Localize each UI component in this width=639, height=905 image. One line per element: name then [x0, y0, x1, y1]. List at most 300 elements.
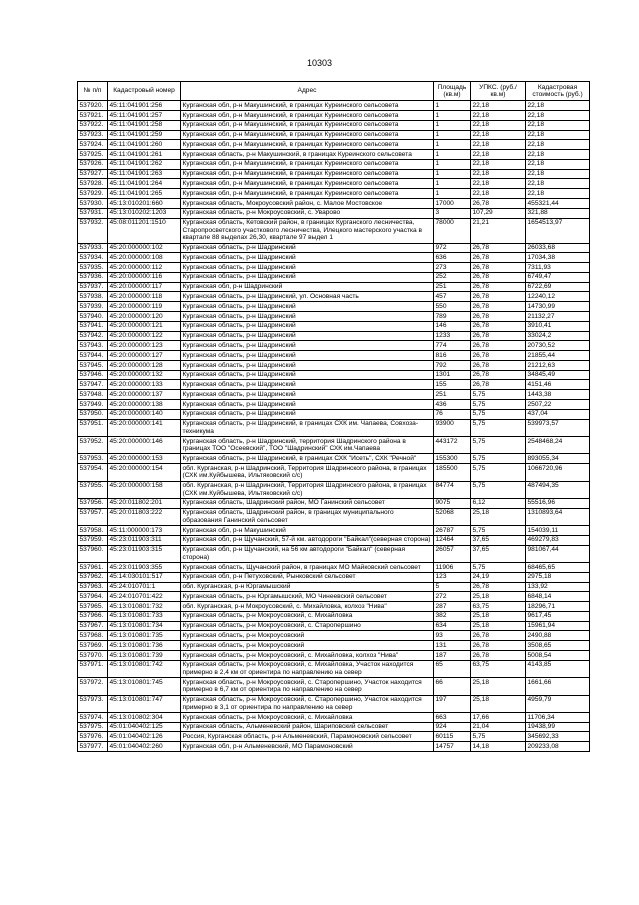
table-row [78, 742, 590, 752]
row-number-cell: 537950. [78, 409, 108, 419]
upks-cell: 26,78 [471, 292, 526, 302]
address-cell: Курганская обл, р-н Макушинский, в границах Куреинского сельсовета [181, 140, 434, 150]
table-row [78, 611, 590, 621]
address-cell: Курганская область, р-н Шадринский [181, 272, 434, 282]
table-row [78, 436, 590, 453]
address-cell: Курганская область, р-н Шадринский [181, 380, 434, 390]
cadastral-number-cell: 45:13:010801:739 [108, 651, 181, 661]
cadastral-number-cell: 45:01:040402:260 [108, 742, 181, 752]
upks-cell: 26,78 [471, 321, 526, 331]
address-cell: Курганская область, р-н Шадринский [181, 312, 434, 322]
area-cell: 1 [434, 101, 471, 111]
upks-cell: 26,78 [471, 199, 526, 209]
upks-cell: 26,78 [471, 302, 526, 312]
table-row [78, 526, 590, 536]
table-row [78, 631, 590, 641]
column-header-cadastral-number: Кадастровый номер [108, 82, 181, 101]
cadastral-number-cell: 45:01:040402:126 [108, 732, 181, 742]
cadastral-value-cell: 21132,27 [526, 312, 590, 322]
cadastral-number-cell: 45:20:000000:146 [108, 436, 181, 453]
cadastral-number-cell: 45:20:000000:140 [108, 409, 181, 419]
table-row [78, 498, 590, 508]
table-header-row [78, 82, 590, 101]
column-header-upks: УПКС. (руб./кв.м) [471, 82, 526, 101]
upks-cell: 5,75 [471, 526, 526, 536]
table-row [78, 351, 590, 361]
upks-cell: 26,78 [471, 380, 526, 390]
cadastral-number-cell: 45:23:011903:355 [108, 562, 181, 572]
cadastral-value-cell: 539973,57 [526, 419, 590, 436]
area-cell: 1 [434, 179, 471, 189]
row-number-cell: 537970. [78, 651, 108, 661]
table-row [78, 101, 590, 111]
table-row [78, 651, 590, 661]
area-cell: 76 [434, 409, 471, 419]
upks-cell: 107,29 [471, 208, 526, 218]
cadastral-value-cell: 321,88 [526, 208, 590, 218]
table-row [78, 641, 590, 651]
area-cell: 382 [434, 611, 471, 621]
cadastral-value-cell: 68465,65 [526, 562, 590, 572]
row-number-cell: 537946. [78, 370, 108, 380]
area-cell: 65 [434, 660, 471, 677]
address-cell: Курганская область, р-н Мокроусовский, с. Старопершино, Участок находится примерно в 3,1 от ориентира по направлению на север [181, 695, 434, 712]
table-row [78, 722, 590, 732]
cadastral-table [77, 81, 590, 752]
cadastral-value-cell: 345692,33 [526, 732, 590, 742]
address-cell: Курганская обл, р-н Макушинский, в границах Куреинского сельсовета [181, 179, 434, 189]
row-number-cell: 537942. [78, 331, 108, 341]
table-row [78, 341, 590, 351]
cadastral-number-cell: 45:11:041901:263 [108, 169, 181, 179]
table-row [78, 481, 590, 498]
area-cell: 457 [434, 292, 471, 302]
cadastral-value-cell: 22,18 [526, 159, 590, 169]
cadastral-number-cell: 45:20:000000:117 [108, 282, 181, 292]
row-number-cell: 537953. [78, 454, 108, 464]
upks-cell: 22,18 [471, 179, 526, 189]
row-number-cell: 537959. [78, 535, 108, 545]
address-cell: Курганская область, р-н Шадринский, в границах СХК им. Чапаева, Совхоза-техникума [181, 419, 434, 436]
upks-cell: 21,21 [471, 218, 526, 243]
table-row [78, 140, 590, 150]
cadastral-number-cell: 45:13:010801:736 [108, 641, 181, 651]
address-cell: Курганская область, р-н Шадринский [181, 400, 434, 410]
address-cell: Курганская обл, р-н Макушинский, в границах Куреинского сельсовета [181, 101, 434, 111]
address-cell: Курганская обл, р-н Макушинский, в границах Куреинского сельсовета [181, 130, 434, 140]
address-cell: Курганская обл, р-н Макушинский, в границах Куреинского сельсовета [181, 110, 434, 120]
table-row [78, 390, 590, 400]
area-cell: 93 [434, 631, 471, 641]
area-cell: 1233 [434, 331, 471, 341]
area-cell: 12464 [434, 535, 471, 545]
cadastral-number-cell: 45:20:000000:154 [108, 464, 181, 481]
address-cell: Курганская область, Кетовский район, в границах Курганского лесничества, Старопросветского участкового лесничества, Илецкого мастерского участка в квартале 88 выделах 26,30, квартале 97 выдел 1 [181, 218, 434, 243]
cadastral-number-cell: 45:13:010801:747 [108, 695, 181, 712]
address-cell: Курганская область, р-н Мокроусовский, с. Михайловка [181, 611, 434, 621]
cadastral-value-cell: 2975,18 [526, 572, 590, 582]
cadastral-value-cell: 11706,34 [526, 712, 590, 722]
cadastral-value-cell: 1310893,64 [526, 508, 590, 525]
cadastral-value-cell: 3508,65 [526, 641, 590, 651]
table-row [78, 535, 590, 545]
area-cell: 1 [434, 150, 471, 160]
cadastral-number-cell: 45:11:041901:257 [108, 110, 181, 120]
address-cell: Курганская область, р-н Шадринский [181, 360, 434, 370]
address-cell: Курганская область, р-н Шадринский [181, 351, 434, 361]
area-cell: 816 [434, 351, 471, 361]
cadastral-number-cell: 45:20:011802:201 [108, 498, 181, 508]
table-row [78, 120, 590, 130]
upks-cell: 26,78 [471, 331, 526, 341]
address-cell: Курганская область, р-н Мокроусовский, с. Михайловка, колхоз "Нива" [181, 651, 434, 661]
table-row [78, 712, 590, 722]
area-cell: 272 [434, 592, 471, 602]
cadastral-number-cell: 45:20:011803:222 [108, 508, 181, 525]
row-number-cell: 537934. [78, 253, 108, 263]
row-number-cell: 537940. [78, 312, 108, 322]
area-cell: 789 [434, 312, 471, 322]
table-row [78, 243, 590, 253]
cadastral-number-cell: 45:13:010801:733 [108, 611, 181, 621]
cadastral-number-cell: 45:20:000000:116 [108, 272, 181, 282]
row-number-cell: 537964. [78, 592, 108, 602]
address-cell: Курганская обл, р-н Шадринский [181, 282, 434, 292]
row-number-cell: 537927. [78, 169, 108, 179]
upks-cell: 26,78 [471, 370, 526, 380]
cadastral-number-cell: 45:13:010201:660 [108, 199, 181, 209]
cadastral-value-cell: 22,18 [526, 150, 590, 160]
row-number-cell: 537931. [78, 208, 108, 218]
cadastral-number-cell: 45:23:011903:315 [108, 545, 181, 562]
upks-cell: 25,18 [471, 611, 526, 621]
cadastral-number-cell: 45:20:000000:102 [108, 243, 181, 253]
area-cell: 26787 [434, 526, 471, 536]
address-cell: обл. Курганская, р-н Шадринский, Территория Шадринского района, в границах (СХК им.Куйбышева, Ильтяковский с/с) [181, 464, 434, 481]
cadastral-value-cell: 469279,83 [526, 535, 590, 545]
address-cell: Курганская обл, р-н Макушинский, в границах Куреинского сельсовета [181, 189, 434, 199]
cadastral-number-cell: 45:13:010801:735 [108, 631, 181, 641]
row-number-cell: 537974. [78, 712, 108, 722]
upks-cell: 26,78 [471, 360, 526, 370]
area-cell: 774 [434, 341, 471, 351]
row-number-cell: 537976. [78, 732, 108, 742]
address-cell: Курганская область, р-н Шадринский [181, 263, 434, 273]
row-number-cell: 537937. [78, 282, 108, 292]
area-cell: 1 [434, 110, 471, 120]
table-row [78, 292, 590, 302]
cadastral-value-cell: 17034,38 [526, 253, 590, 263]
row-number-cell: 537949. [78, 400, 108, 410]
area-cell: 663 [434, 712, 471, 722]
table-row [78, 130, 590, 140]
upks-cell: 26,78 [471, 351, 526, 361]
cadastral-value-cell: 22,18 [526, 189, 590, 199]
cadastral-number-cell: 45:13:010801:745 [108, 678, 181, 695]
row-number-cell: 537965. [78, 602, 108, 612]
row-number-cell: 537973. [78, 695, 108, 712]
address-cell: Курганская область, Мокроусовский район, с. Малое Мостовское [181, 199, 434, 209]
area-cell: 792 [434, 360, 471, 370]
table-row [78, 110, 590, 120]
upks-cell: 26,78 [471, 631, 526, 641]
table-row [78, 282, 590, 292]
upks-cell: 26,78 [471, 312, 526, 322]
cadastral-number-cell: 45:13:010202:1203 [108, 208, 181, 218]
address-cell: Курганская область, р-н Юргамышский, МО Чинеевский сельсовет [181, 592, 434, 602]
cadastral-number-cell: 45:20:000000:127 [108, 351, 181, 361]
upks-cell: 22,18 [471, 159, 526, 169]
cadastral-value-cell: 209233,08 [526, 742, 590, 752]
row-number-cell: 537923. [78, 130, 108, 140]
cadastral-value-cell: 15961,94 [526, 621, 590, 631]
area-cell: 636 [434, 253, 471, 263]
area-cell: 972 [434, 243, 471, 253]
row-number-cell: 537968. [78, 631, 108, 641]
area-cell: 66 [434, 678, 471, 695]
upks-cell: 26,78 [471, 272, 526, 282]
row-number-cell: 537977. [78, 742, 108, 752]
area-cell: 1301 [434, 370, 471, 380]
row-number-cell: 537925. [78, 150, 108, 160]
cadastral-number-cell: 45:20:000000:137 [108, 390, 181, 400]
area-cell: 5 [434, 582, 471, 592]
row-number-cell: 537961. [78, 562, 108, 572]
address-cell: Курганская область, р-н Шадринский [181, 409, 434, 419]
page-number: 10303 [306, 58, 333, 68]
address-cell: Курганская область, р-н Шадринский [181, 253, 434, 263]
table-row [78, 150, 590, 160]
area-cell: 11906 [434, 562, 471, 572]
cadastral-number-cell: 45:11:041901:261 [108, 150, 181, 160]
cadastral-number-cell: 45:20:000000:132 [108, 370, 181, 380]
address-cell: Курганская обл, р-н Альменевский, МО Парамоновский [181, 742, 434, 752]
cadastral-value-cell: 1443,38 [526, 390, 590, 400]
cadastral-value-cell: 22,18 [526, 101, 590, 111]
cadastral-value-cell: 18296,71 [526, 602, 590, 612]
row-number-cell: 537941. [78, 321, 108, 331]
upks-cell: 37,65 [471, 535, 526, 545]
column-header-cadastral-value: Кадастровая стоимость (руб.) [526, 82, 590, 101]
address-cell: Курганская область, р-н Мокроусовский, с. Михайловка, Участок находится примерно в 2,4 км от ориентира по направлению на север [181, 660, 434, 677]
row-number-cell: 537956. [78, 498, 108, 508]
table-row [78, 272, 590, 282]
table-row [78, 360, 590, 370]
cadastral-number-cell: 45:20:000000:121 [108, 321, 181, 331]
upks-cell: 5,75 [471, 562, 526, 572]
cadastral-number-cell: 45:24:010701:1 [108, 582, 181, 592]
upks-cell: 24,19 [471, 572, 526, 582]
row-number-cell: 537936. [78, 272, 108, 282]
area-cell: 197 [434, 695, 471, 712]
cadastral-value-cell: 33024,2 [526, 331, 590, 341]
address-cell: Россия, Курганская область, р-н Альменевский, Парамоновский сельсовет [181, 732, 434, 742]
address-cell: Курганская область, р-н Мокроусовский [181, 631, 434, 641]
row-number-cell: 537935. [78, 263, 108, 273]
column-header-address: Адрес [181, 82, 434, 101]
address-cell: Курганская область, р-н Шадринский [181, 370, 434, 380]
upks-cell: 5,75 [471, 454, 526, 464]
row-number-cell: 537932. [78, 218, 108, 243]
upks-cell: 5,75 [471, 436, 526, 453]
row-number-cell: 537920. [78, 101, 108, 111]
address-cell: Курганская область, р-н Шадринский, в границах СХК "Исеть", СХК "Речной" [181, 454, 434, 464]
upks-cell: 5,75 [471, 464, 526, 481]
upks-cell: 5,75 [471, 732, 526, 742]
cadastral-number-cell: 45:13:010801:742 [108, 660, 181, 677]
upks-cell: 25,18 [471, 508, 526, 525]
cadastral-number-cell: 45:11:041901:258 [108, 120, 181, 130]
cadastral-value-cell: 1661,66 [526, 678, 590, 695]
address-cell: Курганская область, р-н Мокроусовский, с. Старопершино [181, 621, 434, 631]
area-cell: 123 [434, 572, 471, 582]
area-cell: 60115 [434, 732, 471, 742]
upks-cell: 26,78 [471, 651, 526, 661]
cadastral-value-cell: 22,18 [526, 179, 590, 189]
table-row [78, 582, 590, 592]
address-cell: Курганская область, р-н Шадринский, ул. Основная часть [181, 292, 434, 302]
row-number-cell: 537938. [78, 292, 108, 302]
cadastral-value-cell: 26033,68 [526, 243, 590, 253]
table-row [78, 454, 590, 464]
cadastral-number-cell: 45:11:041901:259 [108, 130, 181, 140]
column-header-area: Площадь (кв.м) [434, 82, 471, 101]
cadastral-value-cell: 981067,44 [526, 545, 590, 562]
row-number-cell: 537939. [78, 302, 108, 312]
address-cell: Курганская область, Шадринский район, в границах муниципального образования Ганинский сельсовет [181, 508, 434, 525]
address-cell: Курганская область, р-н Макушинский, в границах Куреинского сельсовета [181, 150, 434, 160]
row-number-cell: 537945. [78, 360, 108, 370]
upks-cell: 26,78 [471, 641, 526, 651]
table-row [78, 545, 590, 562]
row-number-cell: 537951. [78, 419, 108, 436]
table-row [78, 218, 590, 243]
address-cell: Курганская обл, р-н Макушинский, в границах Куреинского сельсовета [181, 159, 434, 169]
cadastral-value-cell: 437,04 [526, 409, 590, 419]
cadastral-number-cell: 45:23:011903:311 [108, 535, 181, 545]
area-cell: 1 [434, 140, 471, 150]
area-cell: 185500 [434, 464, 471, 481]
address-cell: обл. Курганская, р-н Мокроусовский, с. Михайловка, колхоз "Нива" [181, 602, 434, 612]
row-number-cell: 537952. [78, 436, 108, 453]
upks-cell: 14,18 [471, 742, 526, 752]
cadastral-value-cell: 2490,88 [526, 631, 590, 641]
address-cell: Курганская область, Шадринский район, МО Ганинский сельсовет [181, 498, 434, 508]
table-row [78, 592, 590, 602]
upks-cell: 5,75 [471, 419, 526, 436]
area-cell: 436 [434, 400, 471, 410]
upks-cell: 25,18 [471, 678, 526, 695]
table-body [78, 101, 590, 752]
cadastral-number-cell: 45:11:000000:173 [108, 526, 181, 536]
cadastral-number-cell: 45:13:010801:732 [108, 602, 181, 612]
table-row [78, 419, 590, 436]
cadastral-value-cell: 6848,14 [526, 592, 590, 602]
cadastral-value-cell: 3910,41 [526, 321, 590, 331]
area-cell: 550 [434, 302, 471, 312]
cadastral-value-cell: 893055,34 [526, 454, 590, 464]
cadastral-number-cell: 45:01:040402:125 [108, 722, 181, 732]
table-row [78, 572, 590, 582]
cadastral-number-cell: 45:20:000000:153 [108, 454, 181, 464]
cadastral-number-cell: 45:08:011201:1510 [108, 218, 181, 243]
upks-cell: 5,75 [471, 400, 526, 410]
address-cell: Курганская область, р-н Шадринский [181, 390, 434, 400]
upks-cell: 22,18 [471, 189, 526, 199]
table-row [78, 302, 590, 312]
row-number-cell: 537922. [78, 120, 108, 130]
row-number-cell: 537921. [78, 110, 108, 120]
table-row [78, 678, 590, 695]
area-cell: 273 [434, 263, 471, 273]
address-cell: Курганская область, Щучанский район, в границах МО Майковский сельсовет [181, 562, 434, 572]
table-row [78, 199, 590, 209]
area-cell: 634 [434, 621, 471, 631]
row-number-cell: 537930. [78, 199, 108, 209]
row-number-cell: 537969. [78, 641, 108, 651]
upks-cell: 25,18 [471, 621, 526, 631]
address-cell: Курганская область, р-н Мокроусовский, с. Уварово [181, 208, 434, 218]
row-number-cell: 537947. [78, 380, 108, 390]
table-row [78, 602, 590, 612]
cadastral-value-cell: 5008,54 [526, 651, 590, 661]
table-row [78, 263, 590, 273]
table-row [78, 189, 590, 199]
cadastral-number-cell: 45:20:000000:108 [108, 253, 181, 263]
area-cell: 252 [434, 272, 471, 282]
cadastral-number-cell: 45:14:030101:517 [108, 572, 181, 582]
upks-cell: 63,75 [471, 602, 526, 612]
row-number-cell: 537971. [78, 660, 108, 677]
table-row [78, 253, 590, 263]
upks-cell: 26,78 [471, 253, 526, 263]
cadastral-number-cell: 45:13:010802:304 [108, 712, 181, 722]
cadastral-number-cell: 45:20:000000:120 [108, 312, 181, 322]
table-row [78, 179, 590, 189]
upks-cell: 26,78 [471, 282, 526, 292]
cadastral-number-cell: 45:11:041901:256 [108, 101, 181, 111]
area-cell: 9075 [434, 498, 471, 508]
address-cell: Курганская область, р-н Мокроусовский, с. Михайловка [181, 712, 434, 722]
area-cell: 1 [434, 189, 471, 199]
address-cell: обл. Курганская, р-н Юргамышский [181, 582, 434, 592]
upks-cell: 17,66 [471, 712, 526, 722]
address-cell: обл. Курганская, р-н Шадринский, Территория Шадринского района, в границах (СХК им.Куйбышева, Ильтяковский с/с) [181, 481, 434, 498]
table-row [78, 331, 590, 341]
table-row [78, 400, 590, 410]
upks-cell: 22,18 [471, 101, 526, 111]
row-number-cell: 537926. [78, 159, 108, 169]
cadastral-number-cell: 45:24:010701:422 [108, 592, 181, 602]
cadastral-value-cell: 21855,44 [526, 351, 590, 361]
cadastral-value-cell: 22,18 [526, 110, 590, 120]
cadastral-value-cell: 20730,52 [526, 341, 590, 351]
row-number-cell: 537944. [78, 351, 108, 361]
upks-cell: 22,18 [471, 169, 526, 179]
address-cell: Курганская область, р-н Шадринский [181, 302, 434, 312]
address-cell: Курганская область, р-н Шадринский [181, 331, 434, 341]
area-cell: 14757 [434, 742, 471, 752]
table-row [78, 695, 590, 712]
upks-cell: 26,78 [471, 341, 526, 351]
address-cell: Курганская область, Альменевский район, Шариповский сельсовет [181, 722, 434, 732]
upks-cell: 37,65 [471, 545, 526, 562]
table-row [78, 562, 590, 572]
upks-cell: 25,18 [471, 695, 526, 712]
area-cell: 443172 [434, 436, 471, 453]
cadastral-value-cell: 22,18 [526, 169, 590, 179]
cadastral-number-cell: 45:20:000000:158 [108, 481, 181, 498]
